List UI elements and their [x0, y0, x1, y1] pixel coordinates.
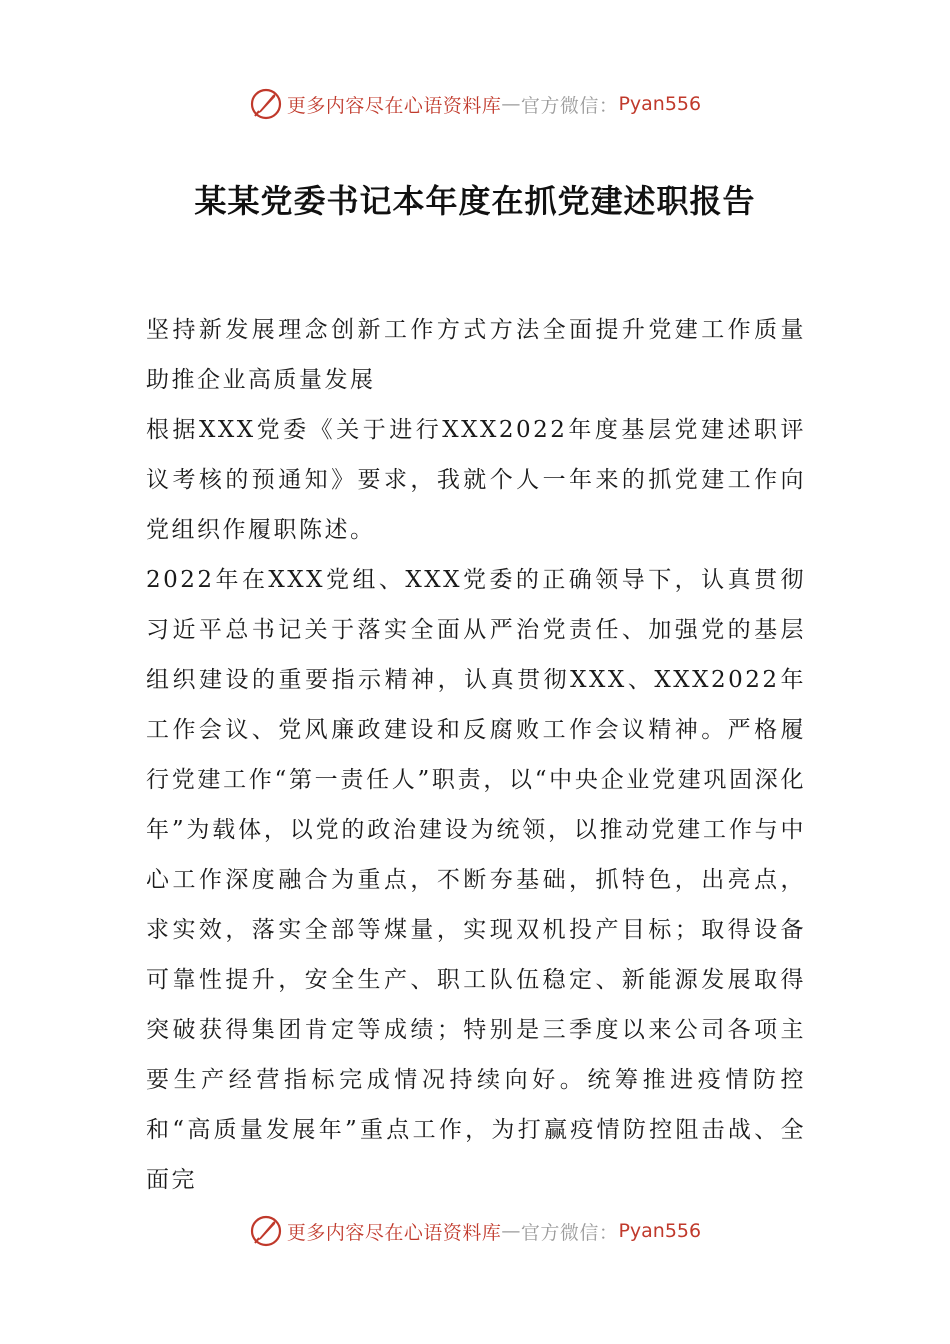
paragraph-intro: 根据XXX党委《关于进行XXX2022年度基层党建述职评议考核的预通知》要求，我就个人一年来的抓党建工作向党组织作履职陈述。	[146, 417, 806, 543]
paragraph-subtitle: 坚持新发展理念创新工作方式方法全面提升党建工作质量助推企业高质量发展	[146, 317, 806, 393]
document-body	[146, 305, 806, 1205]
banner-main-text: 更多内容尽在心语资料库	[286, 1221, 502, 1244]
banner-wechat-id: Pyan556	[618, 1220, 702, 1242]
document-title: 某某党委书记本年度在抓党建述职报告	[194, 182, 756, 220]
footer-watermark-banner	[0, 1211, 950, 1251]
banner-wechat-label: 官方微信：	[520, 94, 619, 117]
banner-dash: —	[501, 93, 521, 115]
quill-logo-icon	[249, 1214, 283, 1248]
banner-main-text: 更多内容尽在心语资料库	[286, 94, 502, 117]
banner-dash: —	[501, 1220, 521, 1242]
quill-logo-icon	[249, 87, 283, 121]
paragraph-main: 2022年在XXX党组、XXX党委的正确领导下，认真贯彻习近平总书记关于落实全面从严治党责任、加强党的基层组织建设的重要指示精神，认真贯彻XXX、XXX2022年工作会议、党风廉政建设和反腐败工作会议精神。严格履行党建工作“第一责任人”职责，以“中央企业党建巩固深化年”为载体，以党的政治建设为统领，以推动党建工作与中心工作深度融合为重点，不断夯基础，抓特色，出亮点，求实效，落实全部等煤量，实现双机投产目标；取得设备可靠性提升，安全生产、职工队伍稳定、新能源发展取得突破获得集团肯定等成绩；特别是三季度以来公司各项主要生产经营指标完成情况持续向好。统筹推进疫情防控和“高质量发展年”重点工作，为打赢疫情防控阻击战、全面完	[146, 567, 806, 1193]
header-watermark-banner	[0, 84, 950, 124]
banner-wechat-id: Pyan556	[618, 93, 702, 115]
banner-wechat-label: 官方微信：	[520, 1221, 619, 1244]
